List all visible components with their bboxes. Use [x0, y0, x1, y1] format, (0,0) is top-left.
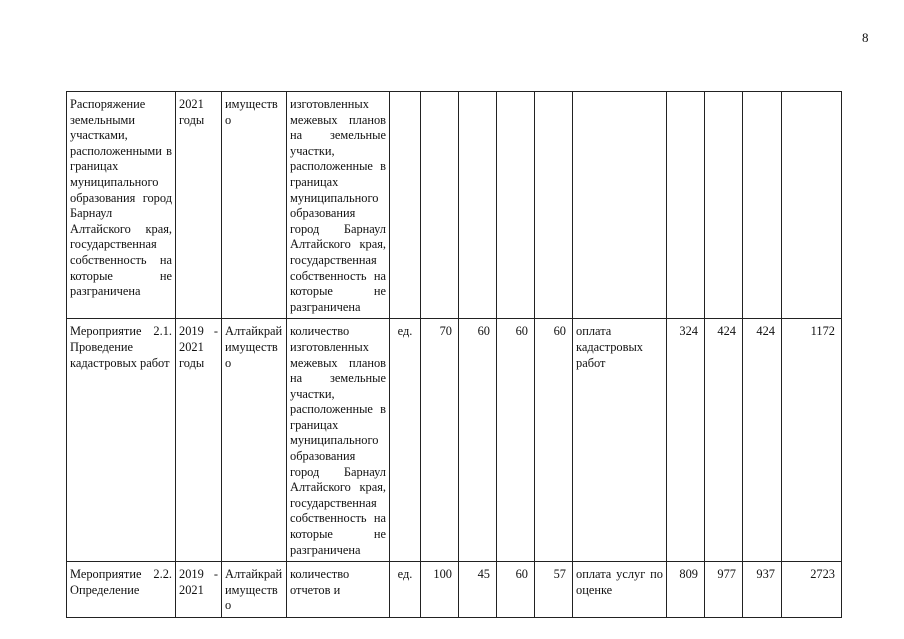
program-activities-table	[66, 91, 842, 618]
value-cell: 60	[535, 319, 573, 562]
funding-total-cell: 1172	[782, 319, 842, 562]
funding-cell	[667, 92, 705, 319]
page-number: 8	[862, 30, 869, 45]
funding-name-cell	[573, 92, 667, 319]
executor-cell: Алтайкрай имущество	[222, 562, 287, 618]
table-row	[67, 562, 842, 618]
value-cell: 57	[535, 562, 573, 618]
table-row	[67, 92, 842, 319]
period-cell: 2021 годы	[176, 92, 222, 319]
executor-cell: имущество	[222, 92, 287, 319]
executor-cell: Алтайкрай имущество	[222, 319, 287, 562]
table-row	[67, 319, 842, 562]
funding-cell: 937	[743, 562, 782, 618]
period-cell: 2019 - 2021	[176, 562, 222, 618]
activity-name-cell: Распоряжение земельными участками, расположенными в границах муниципального образования город Барнаул Алтайского края, государственная собственность на которые не разграничена	[67, 92, 176, 319]
funding-cell: 324	[667, 319, 705, 562]
value-cell: 70	[421, 319, 459, 562]
value-cell: 60	[497, 319, 535, 562]
indicator-cell: изготовленных межевых планов на земельные участки, расположенные в границах муниципального образования город Барнаул Алтайского края, государственная собственность на которые не разграничена	[287, 92, 390, 319]
funding-cell: 809	[667, 562, 705, 618]
funding-cell: 424	[705, 319, 743, 562]
indicator-cell: количество отчетов и	[287, 562, 390, 618]
period-cell: 2019 - 2021 годы	[176, 319, 222, 562]
value-cell: 100	[421, 562, 459, 618]
activity-name-cell: Мероприятие 2.1. Проведение кадастровых работ	[67, 319, 176, 562]
value-cell: 60	[459, 319, 497, 562]
funding-total-cell	[782, 92, 842, 319]
activity-name-cell: Мероприятие 2.2. Определение	[67, 562, 176, 618]
indicator-cell: количество изготовленных межевых планов на земельные участки, расположенные в границах муниципального образования город Барнаул Алтайского края, государственная собственность на которые не разграничена	[287, 319, 390, 562]
value-cell	[497, 92, 535, 319]
value-cell: 45	[459, 562, 497, 618]
value-cell: 60	[497, 562, 535, 618]
funding-name-cell: оплата услуг по оценке	[573, 562, 667, 618]
unit-cell: ед.	[390, 319, 421, 562]
funding-cell	[743, 92, 782, 319]
funding-total-cell: 2723	[782, 562, 842, 618]
unit-cell	[390, 92, 421, 319]
funding-cell	[705, 92, 743, 319]
funding-name-cell: оплата кадастровых работ	[573, 319, 667, 562]
value-cell	[421, 92, 459, 319]
funding-cell: 977	[705, 562, 743, 618]
value-cell	[459, 92, 497, 319]
funding-cell: 424	[743, 319, 782, 562]
unit-cell: ед.	[390, 562, 421, 618]
value-cell	[535, 92, 573, 319]
